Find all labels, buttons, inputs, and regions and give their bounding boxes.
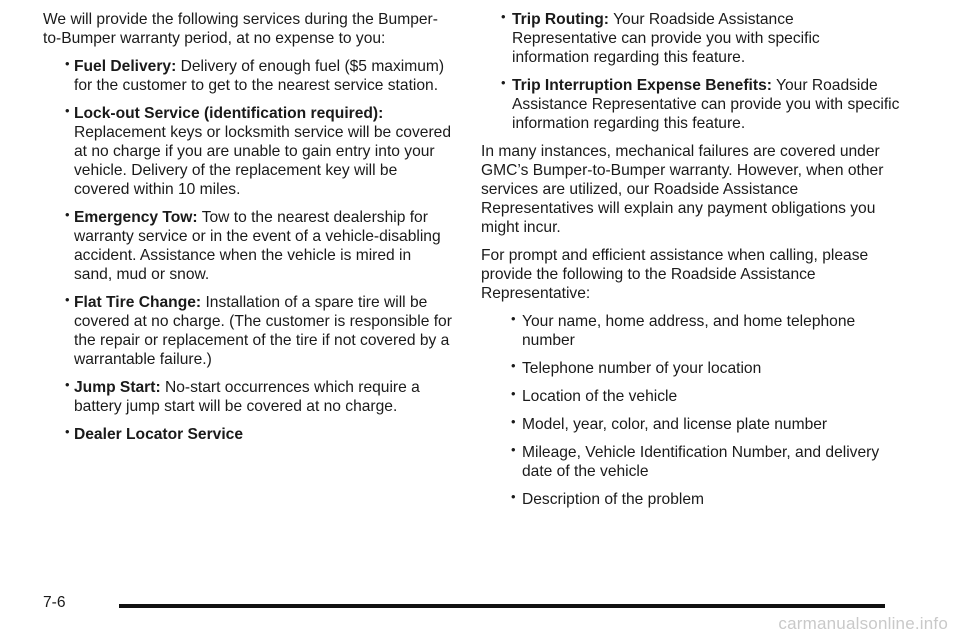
bullet-icon: • <box>65 103 70 118</box>
item-label: Trip Interruption Expense Benefits: <box>512 77 772 94</box>
bullet-icon: • <box>65 377 70 392</box>
bullet-icon: • <box>511 489 516 504</box>
right-column <box>481 10 901 518</box>
item-label: Lock-out Service (identification required): <box>74 105 384 122</box>
bullet-icon: • <box>511 414 516 429</box>
item-label: Jump Start: <box>74 379 161 396</box>
list-item <box>43 425 453 444</box>
item-text: Location of the vehicle <box>522 388 678 405</box>
page-number: 7-6 <box>43 594 66 611</box>
caller-info-list <box>491 312 901 509</box>
services-list <box>43 57 453 444</box>
list-item <box>43 293 453 369</box>
assistance-paragraph: For prompt and efficient assistance when calling, please provide the following to the Roadside Assistance Representative: <box>481 247 869 302</box>
list-item <box>43 104 453 199</box>
list-item <box>43 208 453 284</box>
footer-rule <box>119 604 885 608</box>
item-text: Mileage, Vehicle Identification Number, and delivery date of the vehicle <box>522 444 880 480</box>
item-text: Your Roadside Assistance Representative can provide you with specific information regarding this feature. <box>512 77 900 132</box>
item-text: Description of the problem <box>522 491 705 508</box>
bullet-icon: • <box>501 75 506 90</box>
item-label: Emergency Tow: <box>74 209 198 226</box>
list-item <box>43 57 453 95</box>
item-text: Replacement keys or locksmith service will be covered at no charge if you are unable to gain entry into your vehicle. Delivery of the replacement key will be covered within 10 miles. <box>74 124 451 198</box>
bullet-icon: • <box>65 207 70 222</box>
intro-paragraph: We will provide the following services during the Bumper-to-Bumper warranty period, at no expense to you: <box>43 11 438 47</box>
bullet-icon: • <box>65 292 70 307</box>
list-item <box>481 10 901 67</box>
list-item <box>491 359 901 378</box>
bullet-icon: • <box>511 358 516 373</box>
bullet-icon: • <box>511 311 516 326</box>
item-text: Installation of a spare tire will be covered at no charge. (The customer is responsible for the repair or replacement of the tire if not covered by a warrantable failure.) <box>74 294 452 368</box>
left-column <box>43 10 453 453</box>
item-label: Flat Tire Change: <box>74 294 202 311</box>
bullet-icon: • <box>501 9 506 24</box>
item-label: Dealer Locator Service <box>74 426 244 443</box>
bullet-icon: • <box>511 386 516 401</box>
list-item <box>491 490 901 509</box>
item-text: Delivery of enough fuel ($5 maximum) for the customer to get to the nearest service station. <box>74 58 445 94</box>
list-item <box>491 312 901 350</box>
list-item <box>481 76 901 133</box>
item-text: Your name, home address, and home telephone number <box>522 313 856 349</box>
item-text: Tow to the nearest dealership for warranty service or in the event of a vehicle-disabling accident. Assistance when the vehicle is mired in sand, mud or snow. <box>74 209 441 283</box>
item-text: Model, year, color, and license plate number <box>522 416 828 433</box>
trip-services-list <box>481 10 901 133</box>
bullet-icon: • <box>65 424 70 439</box>
item-label: Fuel Delivery: <box>74 58 177 75</box>
item-label: Trip Routing: <box>512 11 610 28</box>
list-item <box>491 443 901 481</box>
bullet-icon: • <box>65 56 70 71</box>
watermark: carmanualsonline.info <box>778 614 948 633</box>
list-item <box>491 387 901 406</box>
item-text: No-start occurrences which require a battery jump start will be covered at no charge. <box>74 379 420 415</box>
item-text: Telephone number of your location <box>522 360 762 377</box>
list-item <box>491 415 901 434</box>
list-item <box>43 378 453 416</box>
coverage-paragraph: In many instances, mechanical failures are covered under GMC’s Bumper-to-Bumper warranty. However, when other services are utilized, our Roadside Assistance Representatives will explain any payment obligations you might incur. <box>481 143 884 236</box>
item-text: Your Roadside Assistance Representative can provide you with specific information regarding this feature. <box>512 11 820 66</box>
bullet-icon: • <box>511 442 516 457</box>
